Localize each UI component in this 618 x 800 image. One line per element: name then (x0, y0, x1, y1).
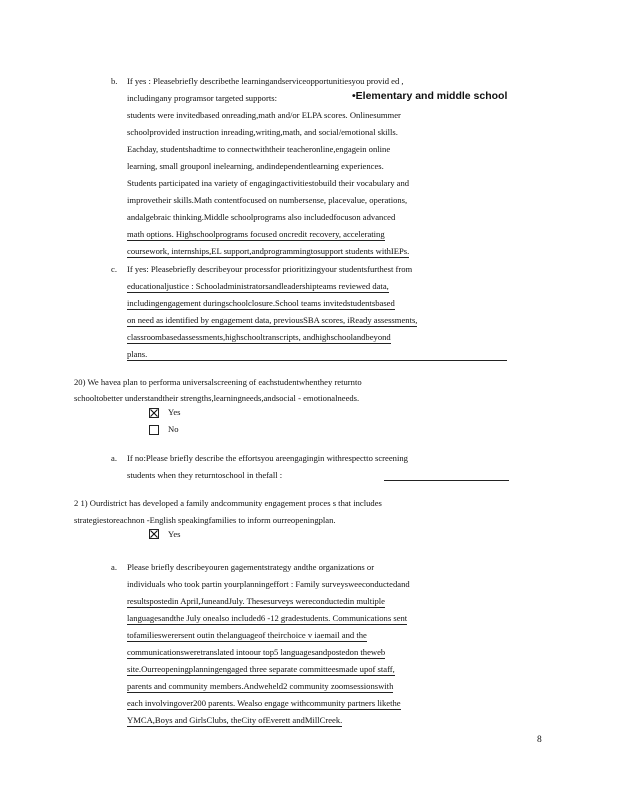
q21a-line-8: parents and community members.Andweheld2 community zoomsessionswith (127, 681, 394, 691)
item-b-line-4: schoolprovided instruction inreading,writing,math, and social/emotional skills. (127, 127, 398, 137)
item-b-line-9: andalgebraic thinking.Middle schoolprograms also includedfocuson advanced (127, 212, 396, 222)
item-c-line-2: educationaljustice : Schooladministratorsandleadershipteams reviewed data, (127, 281, 389, 291)
page-number: 8 (537, 735, 542, 745)
item-b-bold-heading: •Elementary and middle school (352, 90, 508, 102)
item-b-line-11: coursework, internships,EL support,andprogrammingtosupport students withIEPs. (127, 246, 410, 256)
q21-line-1: 2 1) Ourdistrict has developed a family andcommunity engagement proces s that includes (74, 498, 382, 508)
checkmark-x-icon (150, 530, 158, 538)
q20-no-checkbox[interactable] (149, 425, 159, 435)
item-b-marker: b. (111, 76, 118, 86)
item-b-line-5: Eachday, studentshadtime to connectwiththeir teacheronline,engagein online (127, 144, 391, 154)
q21-yes-label: Yes (168, 529, 181, 539)
q21a-line-7: site.Ourreopeningplanningengaged three separate committeesmade upof staff, (127, 664, 395, 674)
q20-no-label: No (168, 424, 179, 434)
item-b-line-6: learning, small grouponl inelearning, andindependentlearning experiences. (127, 161, 384, 171)
q20a-marker: a. (111, 453, 117, 463)
item-b-line-10: math options. Highschoolprograms focused oncredit recovery, accelerating (127, 229, 385, 239)
q21a-line-4: languagesandthe July onealso included6 -12 gradestudents. Communications sent (127, 613, 408, 623)
q21a-marker: a. (111, 562, 117, 572)
q20a-line-2: students when they returntoschool in thefall : (127, 470, 283, 480)
item-c-line-4: on need as identified by engagement data, previousSBA scores, iReady assessments, (127, 315, 418, 325)
q21a-line-10: YMCA,Boys and GirlsClubs, theCity ofEverett andMillCreek. (127, 715, 343, 725)
item-b-line-2: includingany programsor targeted supports: (127, 93, 277, 103)
checkmark-x-icon (150, 409, 158, 417)
q21a-line-1: Please briefly describeyouren gagementstrategy andthe organizations or (127, 562, 375, 572)
q20-line-1: 20) We havea plan to performa universalscreening of eachstudentwhenthey returnto (74, 377, 362, 387)
item-b-line-1: If yes : Pleasebriefly describethe learningandserviceopportunitiesyou provid ed , (127, 76, 404, 86)
q20a-answer-line[interactable] (384, 480, 509, 481)
q21a-line-9: each involvingover200 parents. Wealso engage withcommunity partners likethe (127, 698, 401, 708)
item-c-line-3: includingengagement duringschoolclosure.School teams invitedstudentsbased (127, 298, 395, 308)
item-b-line-8: improvetheir skills.Math contentfocused on numbersense, placevalue, operations, (127, 195, 408, 205)
item-c-line-1: If yes: Pleasebriefly describeyour processfor prioritizingyour studentsfurthest from (127, 264, 413, 274)
q21a-line-2: individuals who took partin yourplanningeffort : Family surveysweeconductedand (127, 579, 410, 589)
q20-line-2: schooltobetter understandtheir strengths,learningneeds,andsocial - emotionalneeds. (74, 393, 360, 403)
item-c-line-6: plans. (127, 349, 507, 361)
q21-line-2: strategiestoreachnon -English speakingfamilies to inform ourreopeningplan. (74, 515, 336, 525)
q21a-line-3: resultspostedin April,JuneandJuly. Thesesurveys wereconductedin multiple (127, 596, 386, 606)
q20-yes-label: Yes (168, 407, 181, 417)
item-c-marker: c. (111, 264, 117, 274)
q21-yes-checkbox[interactable] (149, 529, 159, 539)
q21a-line-5: tofamilieswerersent outin thelanguageof theirchoice v iaemail and the (127, 630, 367, 640)
item-b-line-7: Students participated ina variety of engagingactivitiestobuild their vocabulary and (127, 178, 410, 188)
item-b-line-3: students were invitedbased onreading,math and/or ELPA scores. Onlinesummer (127, 110, 401, 120)
q21a-line-6: communicationsweretranslated intoour top5 languagesandpostedon theweb (127, 647, 386, 657)
item-c-line-5: classroombasedassessments,highschooltranscripts, andhighschoolandbeyond (127, 332, 391, 342)
q20-yes-checkbox[interactable] (149, 408, 159, 418)
q20a-line-1: If no:Please briefly describe the effortsyou areengagingin withrespectto screening (127, 453, 408, 463)
